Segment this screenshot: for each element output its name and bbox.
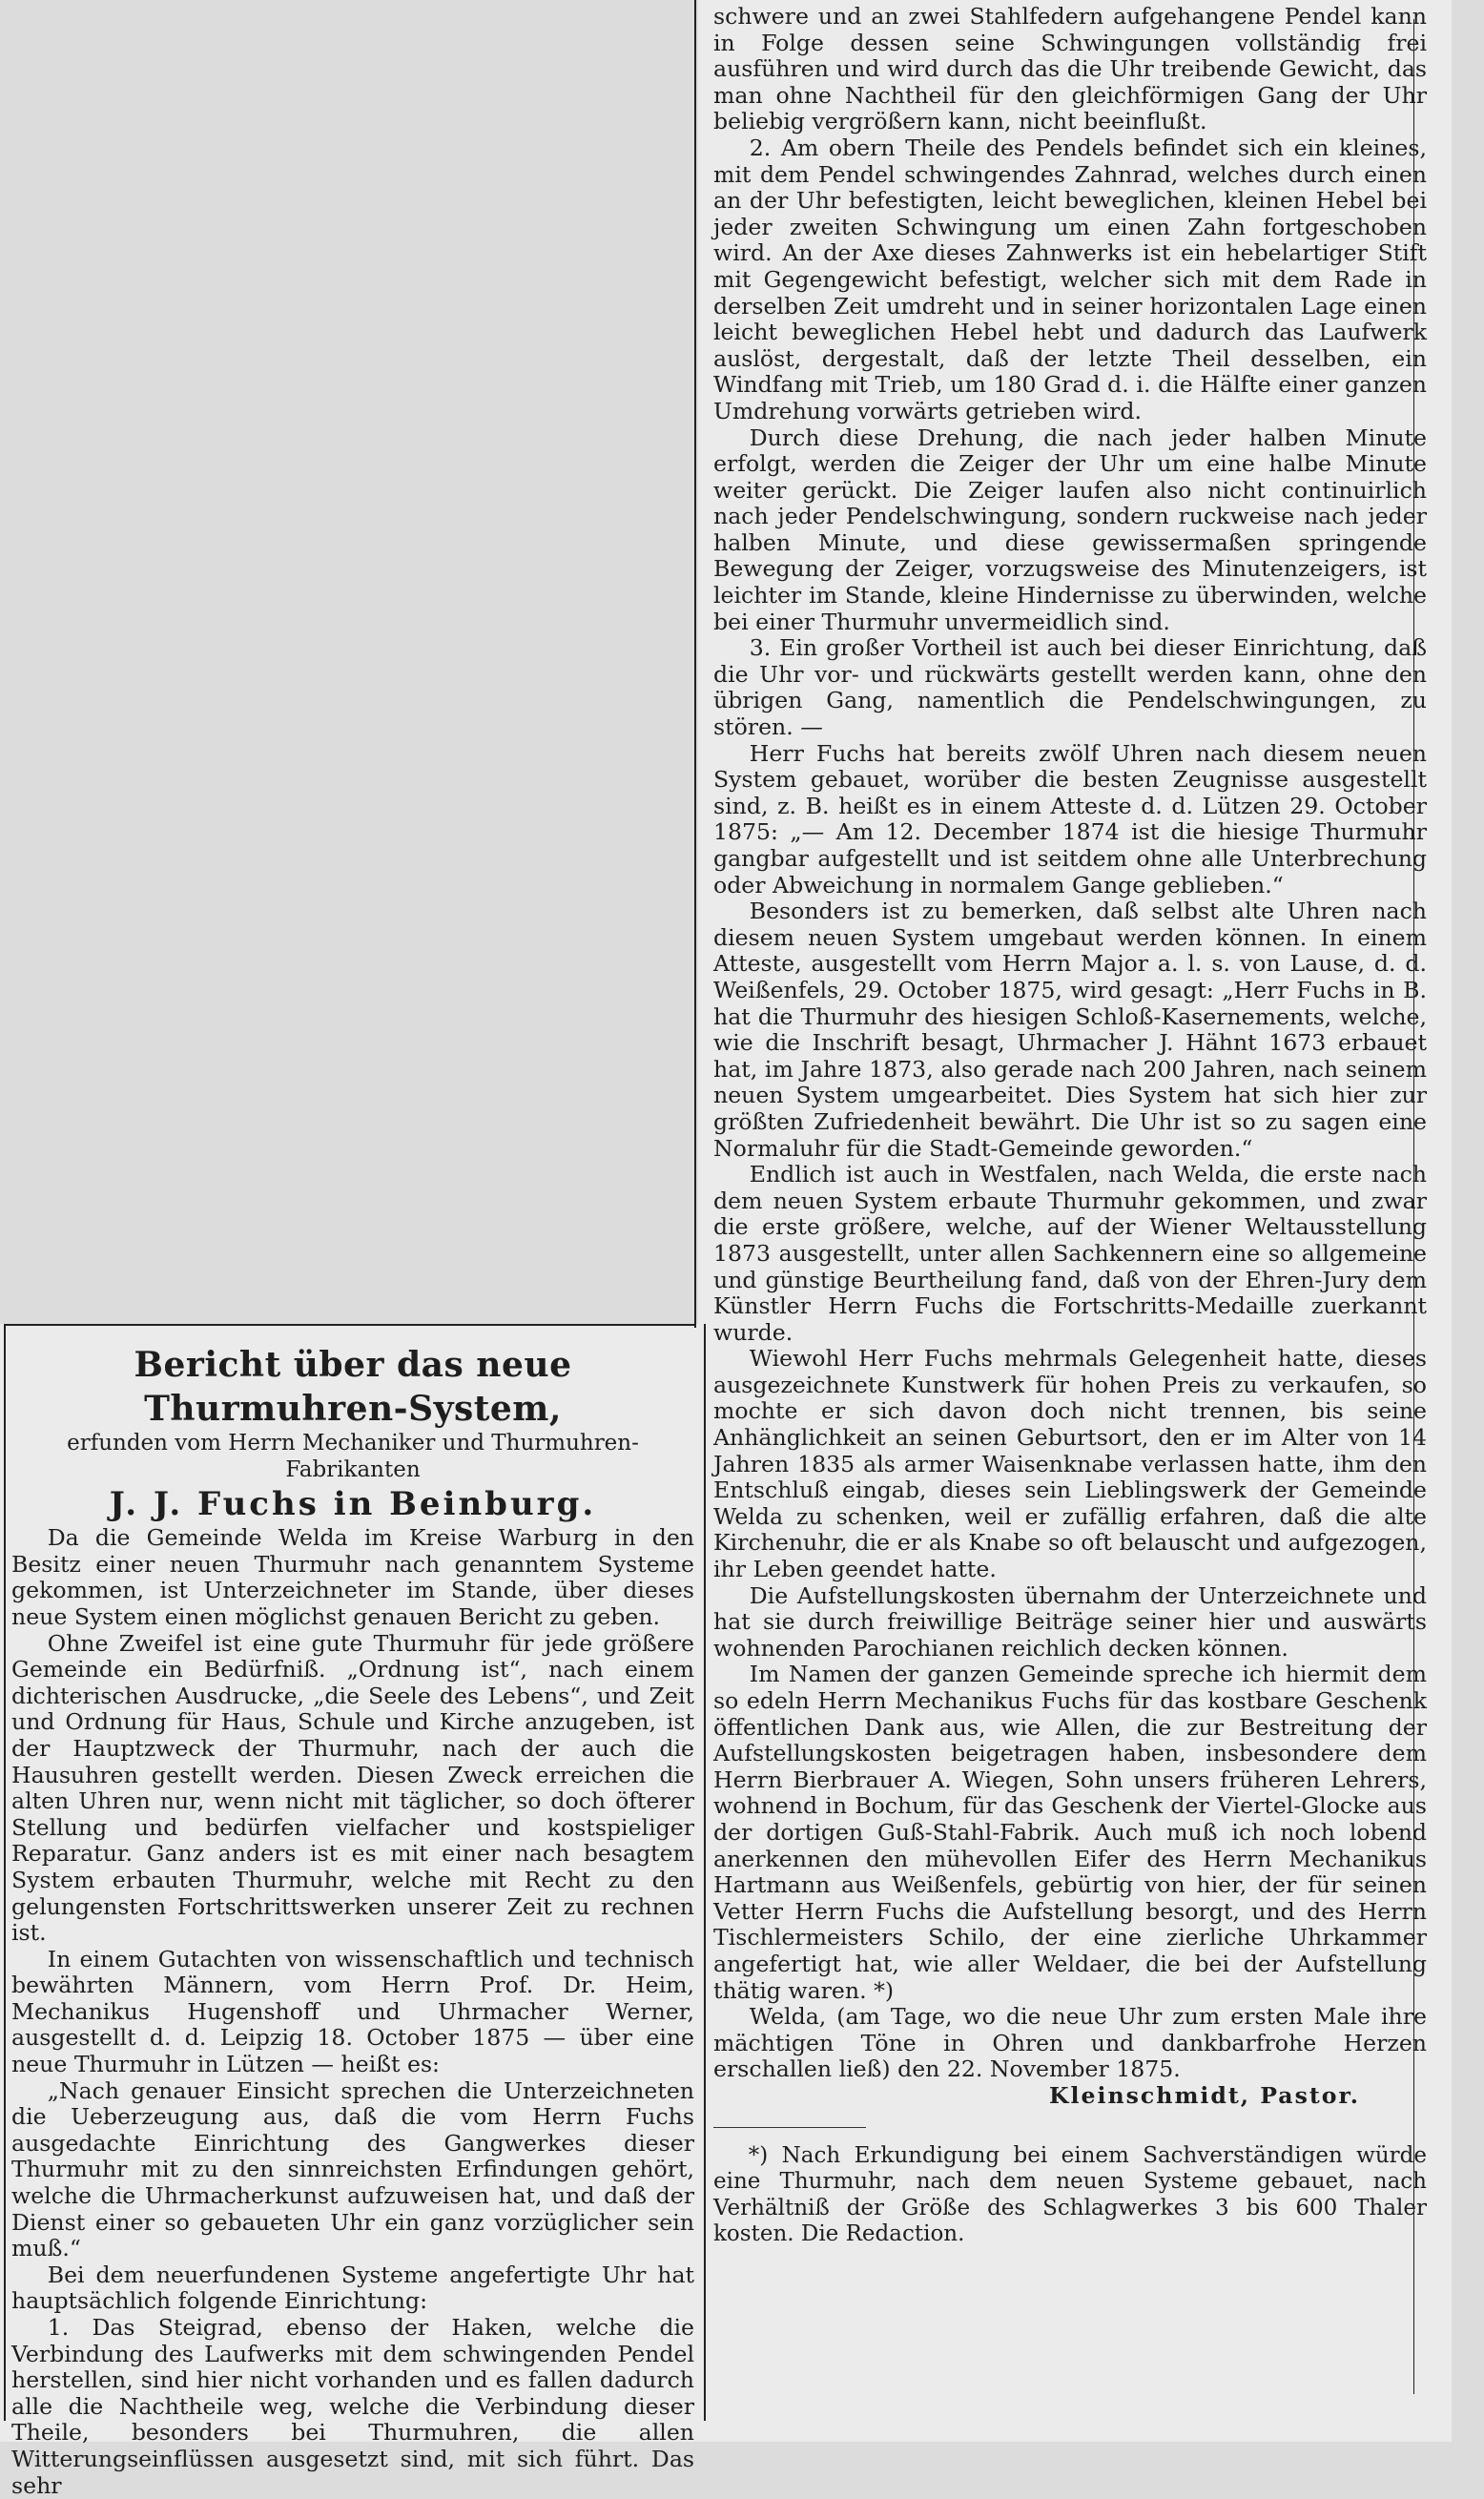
paragraph: Im Namen der ganzen Gemeinde spreche ich hiermit dem so edeln Herrn Mechanikus Fuchs für das kostbare Geschenk öffentlichen Dank aus, wie Allen, die zur Bestreitung der Aufstellungskosten beigetragen haben, insbesondere dem Herrn Bierbrauer A. Wiegen, Sohn unsers früheren Lehrers, wohnend in Bochum, für das Geschenk der Viertel-Glocke aus der dortigen Guß-Stahl-Fabrik. Auch muß ich noch lobend anerkennen den mühevollen Eifer des Herrn Mechanikus Hartmann aus Weißenfels, gebürtig von hier, der für seinen Vetter Herrn Fuchs die Aufstellung besorgt, und des Herrn Tischlermeisters Schilo, der eine zierliche Uhrkammer angefertigt hat, wie aller Weldaer, die bei der Aufstellung thätig waren. *) (713, 1661, 1427, 2004)
column-rule-lower (704, 1324, 706, 2421)
paragraph: Wiewohl Herr Fuchs mehrmals Gelegenheit hatte, dieses ausgezeichnete Kunstwerk für hohen Preis zu verkaufen, so mochte er sich davon doch nicht trennen, bis seine Anhänglichkeit an seinen Geburtsort, den er im Alter von 14 Jahren 1835 als armer Waisenknabe verlassen hatte, ihm den Entschluß eingab, dieses sein Lieblingswerk der Gemeinde Welda zu schenken, weil er zufällig erfahren, daß die alte Kirchenuhr, die er als Knabe so oft belauscht und aufgezogen, ihr Leben geendet hatte. (713, 1345, 1427, 1583)
paragraph: Bei dem neuerfundenen Systeme angefertigte Uhr hat hauptsächlich folgende Einrichtung: (11, 2261, 694, 2315)
clipping-left-edge (4, 1324, 6, 2421)
right-column (713, 4, 1427, 2248)
footnote: *) Nach Erkundigung bei einem Sachverständigen würde eine Thurmuhr, nach dem neuen Systeme gebauet, nach Verhältniß der Größe des Schlagwerkes 3 bis 600 Thaler kosten. Die Redaction. (713, 2142, 1427, 2247)
paragraph: Da die Gemeinde Welda im Kreise Warburg in den Besitz einer neuen Thurmuhr nach genanntem Systeme gekommen, ist Unterzeichneter im Stande, über dieses neue System einen möglichst genauen Bericht zu geben. (11, 1524, 694, 1630)
paragraph: 2. Am obern Theile des Pendels befindet sich ein kleines, mit dem Pendel schwingendes Zahnrad, welches durch einen an der Uhr befestigten, leicht beweglichen, kleinen Hebel bei jeder zweiten Schwingung um einen Zahn fortgeschoben wird. An der Axe dieses Zahnwerks ist ein hebelartiger Stift mit Gegengewicht befestigt, welcher sich mit dem Rade in derselben Zeit umdreht und in seiner horizontalen Lage einen leicht beweglichen Hebel hebt und dadurch das Laufwerk auslöst, dergestalt, daß der letzte Theil desselben, ein Windfang mit Trieb, um 180 Grad d. i. die Hälfte einer ganzen Umdrehung vorwärts getrieben wird. (713, 134, 1427, 424)
paragraph: Endlich ist auch in Westfalen, nach Welda, die erste nach dem neuen System erbaute Thurmuhr gekommen, und zwar die erste größere, welche, auf der Wiener Weltausstellung 1873 ausgestellt, unter allen Sachkennern eine so allgemeine und günstige Beurtheilung fand, daß von der Ehren-Jury dem Künstler Herrn Fuchs die Fortschritts-Medaille zuerkannt wurde. (713, 1161, 1427, 1346)
signature: Kleinschmidt, Pastor. (1049, 2081, 1360, 2109)
paragraph: In einem Gutachten von wissenschaftlich und technisch bewährten Männern, vom Herrn Prof. Dr. Heim, Mechanikus Hugenshoff und Uhrmacher Werner, ausgestellt d. d. Leipzig 18. October 1875 — über eine neue Thurmuhr in Lützen — heißt es: (11, 1945, 694, 2078)
paragraph: Durch diese Drehung, die nach jeder halben Minute erfolgt, werden die Zeiger der Uhr um eine halbe Minute weiter gerückt. Die Zeiger laufen also nicht continuirlich nach jeder Pendelschwingung, sondern ruckweise nach jeder halben Minute, und diese gewissermaßen springende Bewegung der Zeiger, vorzugsweise des Minutenzeigers, ist leichter im Stande, kleine Hindernisse zu überwinden, welche bei einer Thurmuhr unvermeidlich sind. (713, 423, 1427, 635)
clipping-top-edge (4, 1324, 696, 1326)
paragraph: „Nach genauer Einsicht sprechen die Unterzeichneten die Ueberzeugung aus, daß die vom Herrn Fuchs ausgedachte Einrichtung des Gangwerkes dieser Thurmuhr mit zu den sinnreichsten Erfindungen gehört, welche die Uhrmacherkunst aufzuweisen hat, und daß der Dienst einer so gebaueten Uhr ein ganz vorzüglicher sein muß.“ (11, 2076, 694, 2262)
paragraph: Ohne Zweifel ist eine gute Thurmuhr für jede größere Gemeinde ein Bedürfniß. „Ordnung ist“, nach einem dichterischen Ausdrucke, „die Seele des Lebens“, und Zeit und Ordnung für Haus, Schule und Kirche anzugeben, ist der Hauptzweck der Thurmuhr, nach der auch die Hausuhren gestellt werden. Diesen Zweck erreichen die alten Uhren nur, wenn nicht mit täglicher, so doch öfterer Stellung und bedürfen vielfacher und kostspieliger Reparatur. Ganz anders ist es mit einer nach besagtem System erbauten Thurmuhr, welche mit Recht zu den gelungensten Fortschrittswerken unserer Zeit zu rechnen ist. (11, 1629, 694, 1947)
left-column (11, 1343, 694, 2499)
article-author: J. J. Fuchs in Beinburg. (109, 1485, 597, 1524)
paragraph: Welda, (am Tage, wo die neue Uhr zum ersten Male ihre mächtigen Töne in Ohren und dankbarfrohe Herzen erschallen ließ) den 22. November 1875. (713, 2003, 1427, 2083)
paragraph: schwere und an zwei Stahlfedern aufgehangene Pendel kann in Folge dessen seine Schwingungen vollständig frei ausführen und wird durch das die Uhr treibende Gewicht, das man ohne Nachtheil für den gleichförmigen Gang der Uhr beliebig vergrößern kann, nicht beeinflußt. (713, 3, 1427, 135)
paragraph: 3. Ein großer Vortheil ist auch bei dieser Einrichtung, daß die Uhr vor- und rückwärts gestellt werden kann, ohne den übrigen Gang, namentlich die Pendelschwingungen, zu stören. — (713, 634, 1427, 741)
article-headline: Bericht über das neue Thurmuhren-System, (134, 1345, 572, 1429)
article-subline: erfunden vom Herrn Mechaniker und Thurmuhren-Fabrikanten (67, 1431, 639, 1482)
paragraph: Besonders ist zu bemerken, daß selbst alte Uhren nach diesem neuen System umgebaut werden können. In einem Atteste, ausgestellt vom Herrn Major a. l. s. von Lause, d. d. Weißenfels, 29. October 1875, wird gesagt: „Herr Fuchs in B. hat die Thurmuhr des hiesigen Schloß-Kasernements, welche, wie die Inschrift besagt, Uhrmacher J. Hähnt 1673 erbauet hat, im Jahre 1873, also gerade nach 200 Jahren, nach seinem neuen System umgearbeitet. Dies System hat sich hier zur größten Zufriedenheit bewährt. Die Uhr ist so zu sagen eine Normaluhr für die Stadt-Gemeinde geworden.“ (713, 898, 1427, 1162)
paragraph: Herr Fuchs hat bereits zwölf Uhren nach diesem neuen System gebauet, worüber die besten Zeugnisse ausgestellt sind, z. B. heißt es in einem Atteste d. d. Lützen 29. October 1875: „— Am 12. December 1874 ist die hiesige Thurmuhr gangbar aufgestellt und ist seitdem ohne alle Unterbrechung oder Abweichung in normalem Gange geblieben.“ (713, 739, 1427, 898)
column-rule-upper (694, 0, 696, 1328)
paragraph: 1. Das Steigrad, ebenso der Haken, welche die Verbindung des Laufwerks mit dem schwingenden Pendel herstellen, sind hier nicht vorhanden und es fallen dadurch alle die Nachtheile weg, welche die Verbindung dieser Theile, besonders bei Thurmuhren, die allen Witterungseinflüssen ausgesetzt sind, mit sich führt. Das sehr (11, 2314, 694, 2499)
paragraph: Die Aufstellungskosten übernahm der Unterzeichnete und hat sie durch freiwillige Beiträge seiner hier und auswärts wohnenden Parochianen reichlich decken können. (713, 1581, 1427, 1662)
footnote-separator (713, 2127, 866, 2128)
